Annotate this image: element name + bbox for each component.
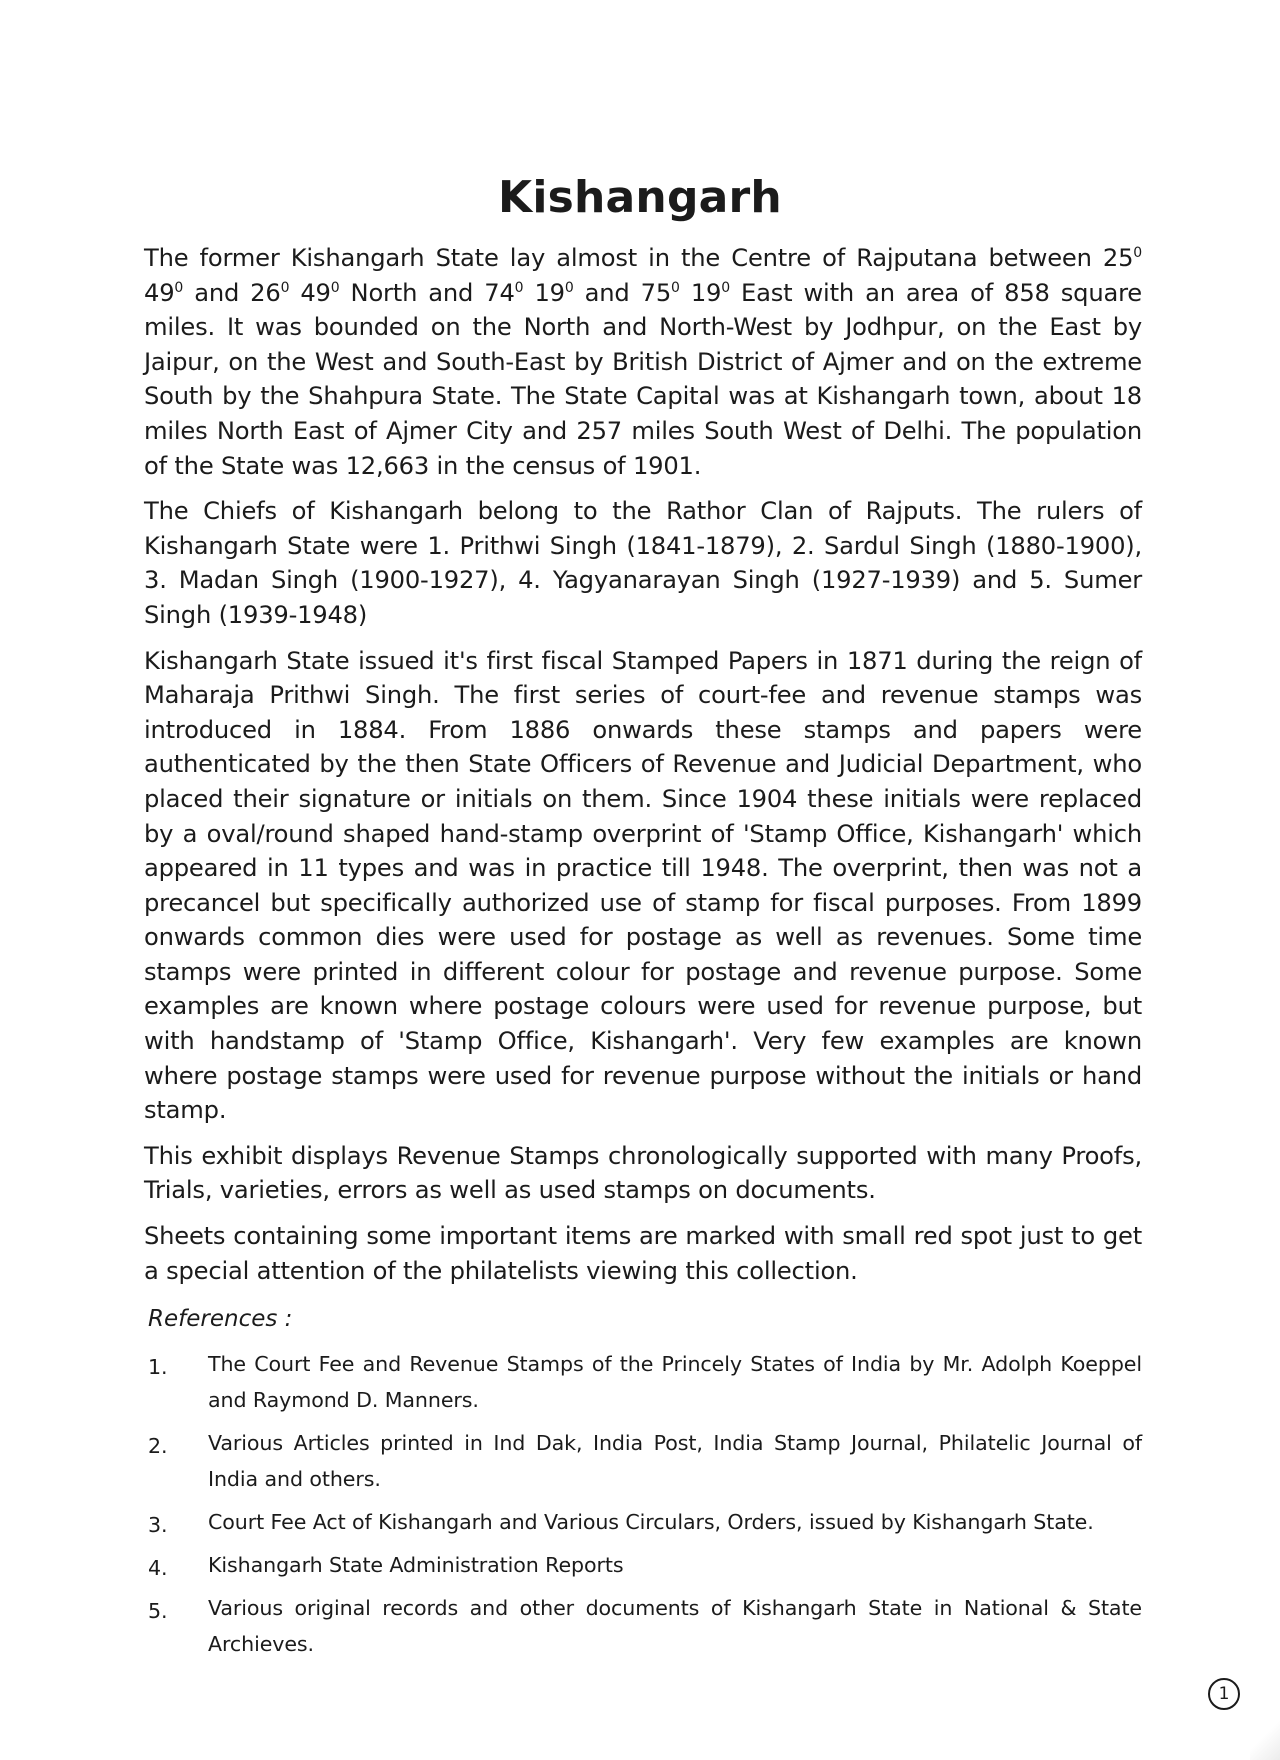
page-title: Kishangarh [498, 172, 782, 223]
reference-item [144, 1425, 1142, 1497]
degree-mark: 0 [671, 279, 680, 296]
paragraph-text: and 26 [183, 278, 281, 307]
paragraph-text: North and 74 [339, 278, 515, 307]
degree-mark: 0 [280, 279, 290, 296]
reference-item [144, 1504, 1142, 1540]
page-number-badge: 1 [1208, 1678, 1240, 1710]
paragraph-red-spot-note: Sheets containing some important items are marked with small red spot just to get a special attention of the philatelists viewing this collection. [144, 1222, 1142, 1285]
reference-number: 1. [148, 1355, 168, 1380]
reference-number: 2. [148, 1434, 168, 1459]
degree-mark: 0 [514, 279, 524, 296]
reference-text: Various original records and other documents of Kishangarh State in National & State Archieves. [208, 1596, 1142, 1657]
reference-item [144, 1346, 1142, 1418]
paragraph-text: 49 [144, 278, 175, 307]
paragraph-rulers: The Chiefs of Kishangarh belong to the Rathor Clan of Rajputs. The rulers of Kishangarh State were 1. Prithwi Singh (1841-1879), 2. Sardul Singh (1880-1900), 3. Madan Singh (1900-1927), 4. Yagyanarayan Singh (1927-1939) and 5. Sumer Singh (1939-1948) [144, 497, 1142, 629]
page-edge-shadow [1250, 1700, 1280, 1760]
paragraph-text: 19 [679, 278, 722, 307]
paragraph-stamp-history: Kishangarh State issued it's first fiscal Stamped Papers in 1871 during the reign of Maharaja Prithwi Singh. The first series of court-fee and revenue stamps was introduced in 1884. From 1886 onwards these stamps and papers were authenticated by the then State Officers of Revenue and Judicial Department, who placed their signature or initials on them. Since 1904 these initials were replaced by a oval/round shaped hand-stamp overprint of 'Stamp Office, Kishangarh' which appeared in 11 types and was in practice till 1948. The overprint, then was not a precancel but specifically authorized use of stamp for fiscal purposes. From 1899 onwards common dies were used for postage as well as revenues. Some time stamps were printed in different colour for postage and revenue purpose. Some examples are known where postage colours were used for revenue purpose, but with handstamp of 'Stamp Office, Kishangarh'. Very few examples are known where postage stamps were used for revenue purpose without the initials or hand stamp. [144, 646, 1142, 1125]
reference-item [144, 1590, 1142, 1662]
reference-text: Court Fee Act of Kishangarh and Various Circulars, Orders, issued by Kishangarh State. [208, 1510, 1094, 1535]
references-heading: References : [148, 1306, 293, 1333]
reference-item [144, 1547, 1142, 1583]
reference-text: The Court Fee and Revenue Stamps of the Princely States of India by Mr. Adolph Koeppel and Raymond D. Manners. [208, 1352, 1142, 1413]
reference-number: 3. [148, 1513, 168, 1538]
document-body [144, 241, 1142, 1669]
references-list [144, 1346, 1142, 1662]
paragraph-text: 19 [523, 278, 565, 307]
reference-text: Kishangarh State Administration Reports [208, 1553, 624, 1578]
reference-number: 5. [148, 1599, 168, 1624]
degree-mark: 0 [330, 279, 340, 296]
paragraph-text: and 75 [573, 278, 672, 307]
degree-mark: 0 [564, 279, 574, 296]
degree-mark: 0 [1133, 244, 1142, 261]
reference-number: 4. [148, 1556, 168, 1581]
paragraph-geography [144, 241, 1142, 483]
paragraph-text: 49 [289, 278, 331, 307]
degree-mark: 0 [721, 279, 730, 296]
paragraph-text: East with an area of 858 square miles. It was bounded on the North and North-West by Jodhpur, on the East by Jaipur, on the West and South-East by British District of Ajmer and on the extreme South by the Shahpura State. The State Capital was at Kishangarh town, about 18 miles North East of Ajmer City and 257 miles South West of Delhi. The population of the State was 12,663 in the census of 1901. [144, 278, 1142, 480]
paragraph-exhibit: This exhibit displays Revenue Stamps chronologically supported with many Proofs, Trials, varieties, errors as well as used stamps on documents. [144, 1141, 1142, 1205]
degree-mark: 0 [174, 279, 184, 296]
paragraph-text: The former Kishangarh State lay almost in the Centre of Rajputana between 25 [144, 244, 1134, 272]
reference-text: Various Articles printed in Ind Dak, India Post, India Stamp Journal, Philatelic Journal of India and others. [208, 1431, 1142, 1492]
